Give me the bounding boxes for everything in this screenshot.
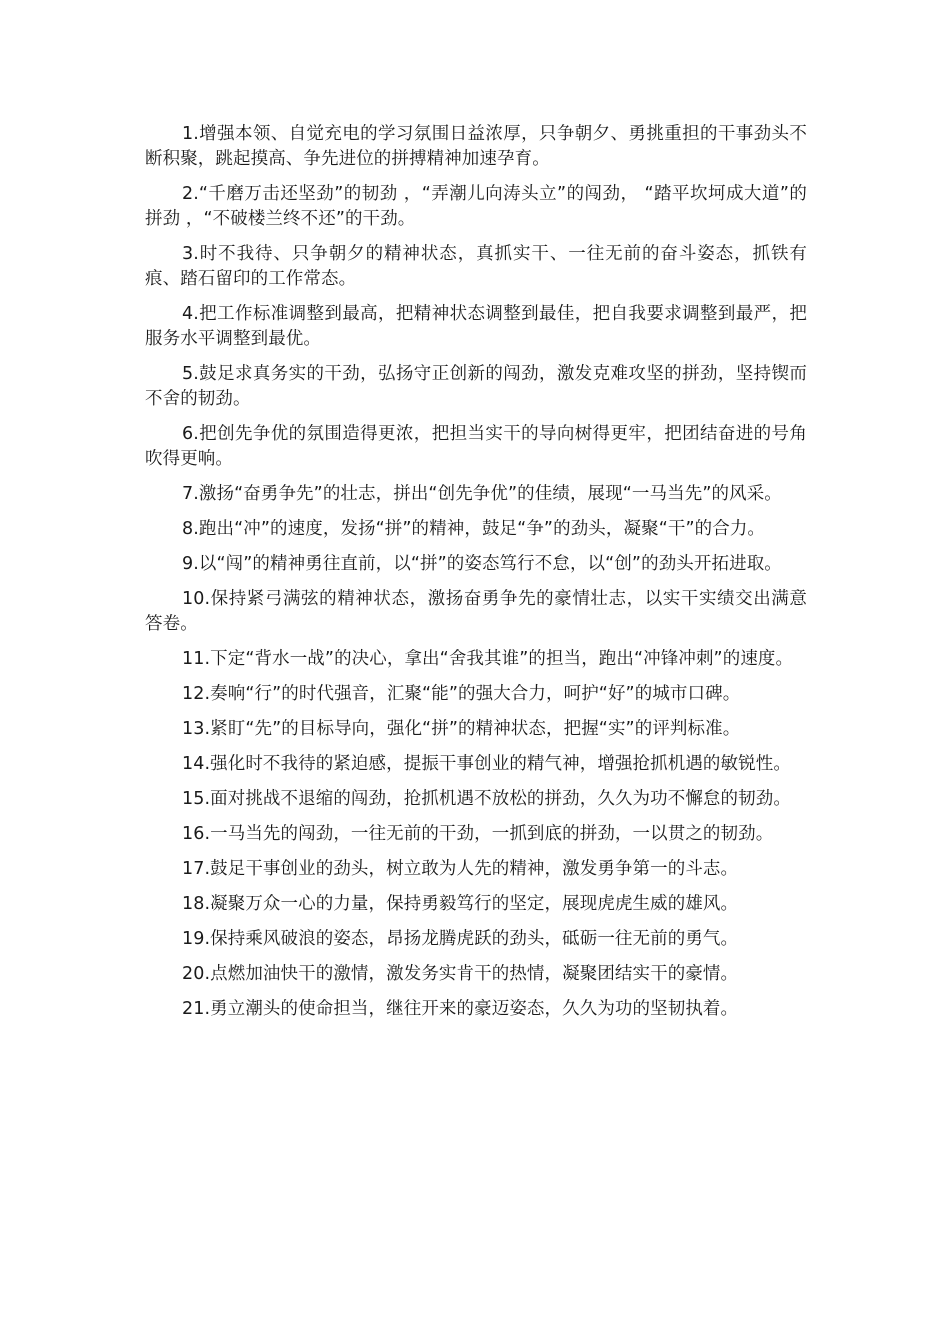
paragraph-13: 13.紧盯“先”的目标导向，强化“拼”的精神状态，把握“实”的评判标准。 — [182, 719, 741, 739]
paragraph-5: 5.鼓足求真务实的干劲，弘扬守正创新的闯劲，激发克难攻坚的拼劲，坚持锲而不舍的韧劲。 — [145, 364, 807, 409]
paragraph-15: 15.面对挑战不退缩的闯劲，抢抓机遇不放松的拼劲，久久为功不懈怠的韧劲。 — [182, 789, 791, 809]
paragraph-21: 21.勇立潮头的使命担当，继往开来的豪迈姿态，久久为功的坚韧执着。 — [182, 999, 739, 1019]
paragraph-9: 9.以“闯”的精神勇往直前，以“拼”的姿态笃行不怠，以“创”的劲头开拓进取。 — [182, 554, 782, 574]
paragraph-4: 4.把工作标准调整到最高，把精神状态调整到最佳，把自我要求调整到最严，把服务水平调整到最优。 — [145, 304, 807, 349]
paragraph-16: 16.一马当先的闯劲，一往无前的干劲，一抓到底的拼劲，一以贯之的韧劲。 — [182, 824, 774, 844]
paragraph-10: 10.保持紧弓满弦的精神状态，激扬奋勇争先的豪情壮志，以实干实绩交出满意答卷。 — [145, 589, 807, 634]
paragraph-17: 17.鼓足干事创业的劲头，树立敢为人先的精神，激发勇争第一的斗志。 — [182, 859, 739, 879]
document-page — [145, 122, 807, 1032]
paragraph-6: 6.把创先争优的氛围造得更浓，把担当实干的导向树得更牢，把团结奋进的号角吹得更响。 — [145, 424, 807, 469]
paragraph-7: 7.激扬“奋勇争先”的壮志，拼出“创先争优”的佳绩，展现“一马当先”的风采。 — [182, 484, 782, 504]
paragraph-18: 18.凝聚万众一心的力量，保持勇毅笃行的坚定，展现虎虎生威的雄风。 — [182, 894, 739, 914]
paragraph-19: 19.保持乘风破浪的姿态，昂扬龙腾虎跃的劲头，砥砺一往无前的勇气。 — [182, 929, 739, 949]
paragraph-2: 2.“千磨万击还坚劲”的韧劲 ，“弄潮儿向涛头立”的闯劲， “踏平坎坷成大道”的拼劲 ，“不破楼兰终不还”的干劲。 — [145, 184, 807, 229]
paragraph-20: 20.点燃加油快干的激情，激发务实肯干的热情，凝聚团结实干的豪情。 — [182, 964, 739, 984]
paragraph-14: 14.强化时不我待的紧迫感，提振干事创业的精气神，增强抢抓机遇的敏锐性。 — [182, 754, 791, 774]
paragraph-1: 1.增强本领、自觉充电的学习氛围日益浓厚，只争朝夕、勇挑重担的干事劲头不断积聚，跳起摸高、争先进位的拼搏精神加速孕育。 — [145, 124, 807, 169]
paragraph-12: 12.奏响“行”的时代强音，汇聚“能”的强大合力，呵护“好”的城市口碑。 — [182, 684, 741, 704]
paragraph-3: 3.时不我待、只争朝夕的精神状态，真抓实干、一往无前的奋斗姿态，抓铁有痕、踏石留印的工作常态。 — [145, 244, 807, 289]
paragraph-8: 8.跑出“冲”的速度，发扬“拼”的精神，鼓足“争”的劲头，凝聚“干”的合力。 — [182, 519, 766, 539]
paragraph-11: 11.下定“背水一战”的决心，拿出“舍我其谁”的担当，跑出“冲锋冲刺”的速度。 — [182, 649, 794, 669]
